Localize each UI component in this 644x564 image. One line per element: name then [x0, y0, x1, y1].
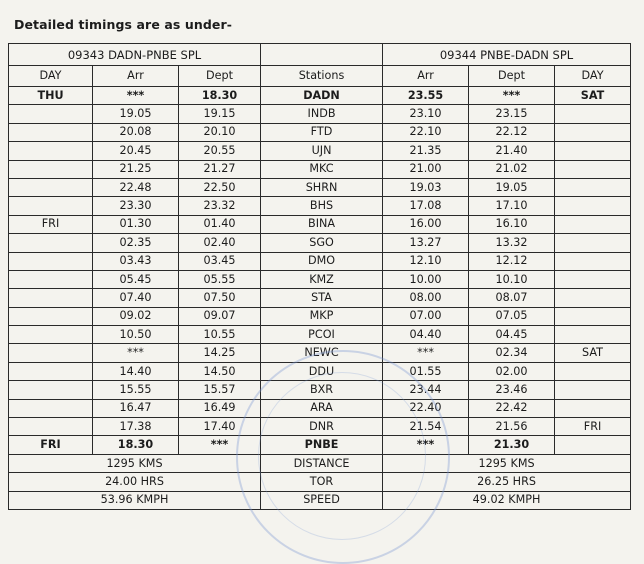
- cell-arr-right: 21.54: [383, 418, 469, 436]
- summary-row: [9, 473, 631, 491]
- table-row: [9, 362, 631, 380]
- cell-dept-right: 16.10: [469, 215, 555, 233]
- cell-day-right: [555, 436, 631, 454]
- cell-station: STA: [261, 289, 383, 307]
- cell-arr-left: 22.48: [93, 178, 179, 196]
- cell-day-right: [555, 289, 631, 307]
- cell-day-left: [9, 197, 93, 215]
- cell-arr-left: 14.40: [93, 362, 179, 380]
- train-title-row: [9, 44, 631, 66]
- cell-day-left: THU: [9, 87, 93, 105]
- table-row: [9, 197, 631, 215]
- cell-day-left: [9, 123, 93, 141]
- cell-dept-right: 23.46: [469, 381, 555, 399]
- cell-station: DDU: [261, 362, 383, 380]
- cell-arr-left: 18.30: [93, 436, 179, 454]
- cell-day-left: [9, 160, 93, 178]
- cell-dept-right: 21.30: [469, 436, 555, 454]
- cell-day-left: [9, 234, 93, 252]
- cell-day-right: [555, 160, 631, 178]
- cell-arr-left: 01.30: [93, 215, 179, 233]
- cell-dept-left: 09.07: [179, 307, 261, 325]
- cell-arr-left: ***: [93, 87, 179, 105]
- cell-dept-left: 03.45: [179, 252, 261, 270]
- table-row: [9, 344, 631, 362]
- cell-dept-left: 23.32: [179, 197, 261, 215]
- summary-left-value: 53.96 KMPH: [9, 491, 261, 509]
- cell-dept-right: 04.45: [469, 326, 555, 344]
- cell-dept-left: 02.40: [179, 234, 261, 252]
- cell-dept-left: 05.55: [179, 270, 261, 288]
- cell-arr-left: 07.40: [93, 289, 179, 307]
- page-heading: Detailed timings are as under-: [14, 17, 233, 32]
- cell-dept-left: 20.10: [179, 123, 261, 141]
- cell-station: UJN: [261, 142, 383, 160]
- cell-station: PCOI: [261, 326, 383, 344]
- cell-arr-right: ***: [383, 344, 469, 362]
- cell-dept-right: 22.12: [469, 123, 555, 141]
- cell-day-left: [9, 252, 93, 270]
- cell-day-right: [555, 234, 631, 252]
- cell-arr-left: 09.02: [93, 307, 179, 325]
- cell-day-left: [9, 307, 93, 325]
- table-row: [9, 123, 631, 141]
- cell-dept-left: 19.15: [179, 105, 261, 123]
- cell-station: SGO: [261, 234, 383, 252]
- cell-day-right: [555, 178, 631, 196]
- cell-dept-right: 19.05: [469, 178, 555, 196]
- cell-dept-left: 14.50: [179, 362, 261, 380]
- cell-dept-right: 21.40: [469, 142, 555, 160]
- cell-day-right: [555, 123, 631, 141]
- cell-day-right: [555, 105, 631, 123]
- cell-arr-left: 10.50: [93, 326, 179, 344]
- title-spacer: [261, 44, 383, 66]
- cell-station: NEWC: [261, 344, 383, 362]
- cell-day-left: FRI: [9, 215, 93, 233]
- cell-station: BHS: [261, 197, 383, 215]
- table-row: [9, 178, 631, 196]
- cell-day-left: [9, 289, 93, 307]
- table-row: [9, 142, 631, 160]
- cell-dept-left: 15.57: [179, 381, 261, 399]
- summary-left-value: 24.00 HRS: [9, 473, 261, 491]
- cell-dept-right: 23.15: [469, 105, 555, 123]
- cell-day-left: [9, 381, 93, 399]
- table-row: [9, 160, 631, 178]
- column-header-row: [9, 66, 631, 87]
- cell-day-left: [9, 418, 93, 436]
- cell-arr-right: 13.27: [383, 234, 469, 252]
- cell-dept-right: 10.10: [469, 270, 555, 288]
- summary-label: TOR: [261, 473, 383, 491]
- cell-dept-left: 16.49: [179, 399, 261, 417]
- cell-dept-right: 07.05: [469, 307, 555, 325]
- cell-arr-right: 16.00: [383, 215, 469, 233]
- cell-dept-left: 18.30: [179, 87, 261, 105]
- cell-arr-right: 17.08: [383, 197, 469, 215]
- table-row: [9, 105, 631, 123]
- cell-arr-left: 23.30: [93, 197, 179, 215]
- cell-day-left: [9, 105, 93, 123]
- cell-day-left: FRI: [9, 436, 93, 454]
- cell-dept-left: 14.25: [179, 344, 261, 362]
- cell-dept-right: 22.42: [469, 399, 555, 417]
- cell-dept-left: 21.27: [179, 160, 261, 178]
- header-day-left: DAY: [9, 66, 93, 87]
- cell-arr-right: 12.10: [383, 252, 469, 270]
- summary-label: SPEED: [261, 491, 383, 509]
- cell-dept-right: 02.00: [469, 362, 555, 380]
- header-dept-right: Dept: [469, 66, 555, 87]
- cell-dept-right: 21.56: [469, 418, 555, 436]
- cell-dept-left: ***: [179, 436, 261, 454]
- cell-arr-left: 20.45: [93, 142, 179, 160]
- table-row: [9, 326, 631, 344]
- cell-dept-right: 13.32: [469, 234, 555, 252]
- table-row: [9, 418, 631, 436]
- cell-day-left: [9, 362, 93, 380]
- left-train-title: 09343 DADN-PNBE SPL: [9, 44, 261, 66]
- cell-day-right: [555, 362, 631, 380]
- cell-arr-right: 23.55: [383, 87, 469, 105]
- header-arr-right: Arr: [383, 66, 469, 87]
- cell-arr-right: 21.00: [383, 160, 469, 178]
- cell-day-left: [9, 399, 93, 417]
- cell-arr-right: 21.35: [383, 142, 469, 160]
- cell-arr-left: 15.55: [93, 381, 179, 399]
- cell-station: MKC: [261, 160, 383, 178]
- cell-day-right: [555, 252, 631, 270]
- cell-day-right: [555, 381, 631, 399]
- cell-day-left: [9, 344, 93, 362]
- cell-arr-right: 22.40: [383, 399, 469, 417]
- cell-dept-left: 07.50: [179, 289, 261, 307]
- cell-day-left: [9, 178, 93, 196]
- cell-arr-left: 20.08: [93, 123, 179, 141]
- cell-dept-left: 17.40: [179, 418, 261, 436]
- header-arr-left: Arr: [93, 66, 179, 87]
- table-row: [9, 399, 631, 417]
- cell-arr-left: 05.45: [93, 270, 179, 288]
- header-day-right: DAY: [555, 66, 631, 87]
- cell-dept-right: ***: [469, 87, 555, 105]
- cell-station: SHRN: [261, 178, 383, 196]
- cell-day-right: [555, 270, 631, 288]
- table-row: [9, 381, 631, 399]
- cell-arr-right: 22.10: [383, 123, 469, 141]
- cell-station: INDB: [261, 105, 383, 123]
- cell-arr-left: 03.43: [93, 252, 179, 270]
- cell-day-right: [555, 399, 631, 417]
- summary-row: [9, 454, 631, 472]
- cell-station: PNBE: [261, 436, 383, 454]
- cell-station: DNR: [261, 418, 383, 436]
- cell-station: DMO: [261, 252, 383, 270]
- cell-arr-left: 21.25: [93, 160, 179, 178]
- cell-arr-right: 19.03: [383, 178, 469, 196]
- cell-arr-right: 10.00: [383, 270, 469, 288]
- summary-left-value: 1295 KMS: [9, 454, 261, 472]
- table-row: [9, 87, 631, 105]
- cell-day-right: [555, 215, 631, 233]
- cell-dept-left: 22.50: [179, 178, 261, 196]
- cell-dept-left: 01.40: [179, 215, 261, 233]
- cell-arr-right: 23.44: [383, 381, 469, 399]
- cell-station: MKP: [261, 307, 383, 325]
- timings-table: [8, 43, 631, 510]
- summary-right-value: 26.25 HRS: [383, 473, 631, 491]
- cell-arr-left: 16.47: [93, 399, 179, 417]
- table-row: [9, 270, 631, 288]
- cell-day-right: [555, 197, 631, 215]
- cell-day-right: SAT: [555, 344, 631, 362]
- cell-station: BINA: [261, 215, 383, 233]
- table-row: [9, 436, 631, 454]
- table-row: [9, 307, 631, 325]
- table-row: [9, 252, 631, 270]
- cell-dept-right: 17.10: [469, 197, 555, 215]
- cell-dept-right: 08.07: [469, 289, 555, 307]
- table-row: [9, 215, 631, 233]
- cell-dept-left: 20.55: [179, 142, 261, 160]
- header-stations: Stations: [261, 66, 383, 87]
- cell-dept-right: 21.02: [469, 160, 555, 178]
- cell-arr-right: 07.00: [383, 307, 469, 325]
- cell-arr-left: 19.05: [93, 105, 179, 123]
- cell-day-left: [9, 270, 93, 288]
- header-dept-left: Dept: [179, 66, 261, 87]
- cell-station: FTD: [261, 123, 383, 141]
- cell-arr-right: 04.40: [383, 326, 469, 344]
- cell-station: KMZ: [261, 270, 383, 288]
- cell-dept-right: 12.12: [469, 252, 555, 270]
- cell-day-right: FRI: [555, 418, 631, 436]
- cell-day-right: [555, 326, 631, 344]
- table-row: [9, 289, 631, 307]
- cell-arr-left: 02.35: [93, 234, 179, 252]
- summary-row: [9, 491, 631, 509]
- cell-day-left: [9, 326, 93, 344]
- summary-right-value: 49.02 KMPH: [383, 491, 631, 509]
- cell-day-right: [555, 142, 631, 160]
- cell-dept-left: 10.55: [179, 326, 261, 344]
- cell-day-right: [555, 307, 631, 325]
- cell-dept-right: 02.34: [469, 344, 555, 362]
- cell-arr-left: ***: [93, 344, 179, 362]
- cell-arr-left: 17.38: [93, 418, 179, 436]
- right-train-title: 09344 PNBE-DADN SPL: [383, 44, 631, 66]
- cell-arr-right: 08.00: [383, 289, 469, 307]
- cell-day-left: [9, 142, 93, 160]
- cell-station: BXR: [261, 381, 383, 399]
- summary-right-value: 1295 KMS: [383, 454, 631, 472]
- cell-arr-right: 01.55: [383, 362, 469, 380]
- cell-day-right: SAT: [555, 87, 631, 105]
- table-row: [9, 234, 631, 252]
- cell-station: DADN: [261, 87, 383, 105]
- cell-station: ARA: [261, 399, 383, 417]
- cell-arr-right: ***: [383, 436, 469, 454]
- summary-label: DISTANCE: [261, 454, 383, 472]
- cell-arr-right: 23.10: [383, 105, 469, 123]
